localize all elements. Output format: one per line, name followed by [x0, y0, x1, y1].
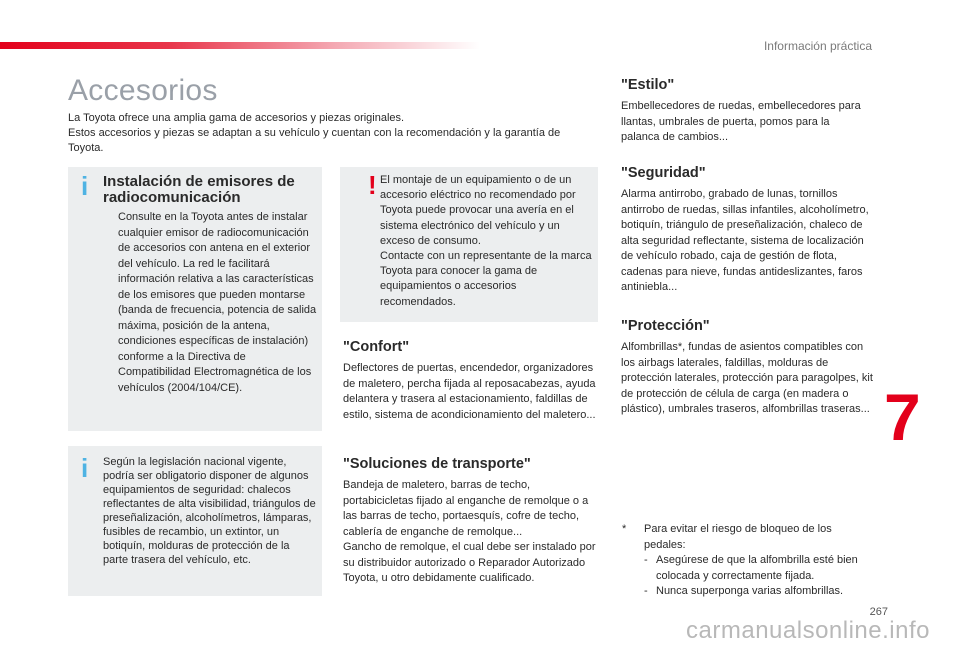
- footnote-item-2: Nunca superponga varias alfombrillas.: [656, 585, 844, 597]
- estilo-text: Embellecedores de ruedas, embellecedores para llantas, umbrales de puerta, pomos para la palanca de cambios...: [621, 100, 861, 143]
- intro-line-2: Estos accesorios y piezas se adaptan a su vehículo y cuentan con la recomendación y la garantía de Toyota.: [68, 127, 561, 154]
- footnote: [622, 522, 872, 600]
- info-icon: i: [81, 171, 89, 201]
- confort-heading: "Confort": [343, 339, 410, 355]
- warning-text: [380, 173, 592, 310]
- estilo-heading: "Estilo": [621, 77, 675, 93]
- page-number: 267: [869, 606, 888, 618]
- intro-text: [68, 111, 598, 156]
- footnote-marker: *: [622, 523, 627, 535]
- seguridad-heading: "Seguridad": [621, 165, 706, 181]
- legislacion-info-box: [68, 446, 322, 596]
- transporte-text-1: Bandeja de maletero, barras de techo, portabicicletas fijado al enganche de remolque o a las barras de techo, portaesquís, cofre de techo, cablería de enganche de remolque...: [343, 479, 589, 538]
- legislacion-text: Según la legislación nacional vigente, podría ser obligatorio disponer de algunos equipamientos de seguridad: chalecos reflectantes de alta visibilidad, triángulos de preseñalización, alcoholímetros, lámparas, fusibles de recambio, un extintor, un botiquín, molduras de protección de la parte trasera del vehículo, etc.: [103, 456, 316, 566]
- intro-line-1: La Toyota ofrece una amplia gama de accesorios y piezas originales.: [68, 112, 405, 124]
- info-icon: i: [81, 453, 89, 483]
- watermark: carmanualsonline.info: [686, 617, 930, 644]
- footnote-item-1: Asegúrese de que la alfombrilla esté bien colocada y correctamente fijada.: [656, 554, 858, 582]
- footnote-dash: -: [644, 585, 648, 597]
- transporte-text: [343, 478, 601, 587]
- transporte-heading: "Soluciones de transporte": [343, 456, 531, 472]
- warning-text-1: El montaje de un equipamiento o de un accesorio eléctrico no recomendado por Toyota puede provocar una avería en el sistema electrónico del vehículo y un exceso de consumo.: [380, 174, 576, 247]
- list-item: [644, 553, 872, 584]
- warning-box: [340, 167, 598, 322]
- page-title: Accesorios: [68, 74, 218, 107]
- list-item: [644, 584, 872, 600]
- emisores-info-box: [68, 167, 322, 431]
- proteccion-heading: "Protección": [621, 318, 710, 334]
- warning-icon: !: [368, 170, 377, 200]
- footnote-dash: -: [644, 554, 648, 566]
- footnote-intro: Para evitar el riesgo de bloqueo de los pedales:: [644, 523, 832, 551]
- seguridad-text: Alarma antirrobo, grabado de lunas, tornillos antirrobo de ruedas, sillas infantiles, alcoholímetro, botiquín, triángulo de preseñalización, chaleco de alta seguridad reflectante, sistema de localización de vehículo robado, caja de gestión de flota, cadenas para nieve, fundas antideslizantes, faros antiniebla...: [621, 188, 869, 293]
- section-title: Información práctica: [763, 39, 872, 53]
- transporte-text-2: Gancho de remolque, el cual debe ser instalado por su distribuidor autorizado o Reparador Autorizado Toyota, u otro debidamente cualificado.: [343, 541, 596, 584]
- header-accent-bar: [0, 42, 480, 49]
- confort-text: Deflectores de puertas, encendedor, organizadores de maletero, percha fijada al reposacabezas, ayuda delantera y trasera al estacionamiento, faldillas de estilo, sistema de acondicionamiento del maletero...: [343, 362, 596, 421]
- emisores-text: Consulte en la Toyota antes de instalar cualquier emisor de radiocomunicación de accesorios con antena en el exterior del vehículo. La red le facilitará información relativa a las características de los emisores que pueden montarse (banda de frecuencia, potencia de salida máxima, posición de la antena, condiciones específicas de instalación) conforme a la Directiva de Compatibilidad Electromagnética de los vehículos (2004/104/CE).: [118, 211, 317, 394]
- chapter-number: 7: [884, 380, 921, 454]
- proteccion-text: Alfombrillas*, fundas de asientos compatibles con los airbags laterales, faldillas, molduras de protección laterales, protección para paragolpes, kit de protección de célula de carga (en madera o plástico), umbrales traseros, alfombrillas traseras...: [621, 341, 873, 415]
- emisores-title: Instalación de emisores de radiocomunicación: [103, 173, 295, 206]
- warning-text-2: Contacte con un representante de la marca Toyota para conocer la gama de equipamientos o accesorios recomendados.: [380, 250, 592, 308]
